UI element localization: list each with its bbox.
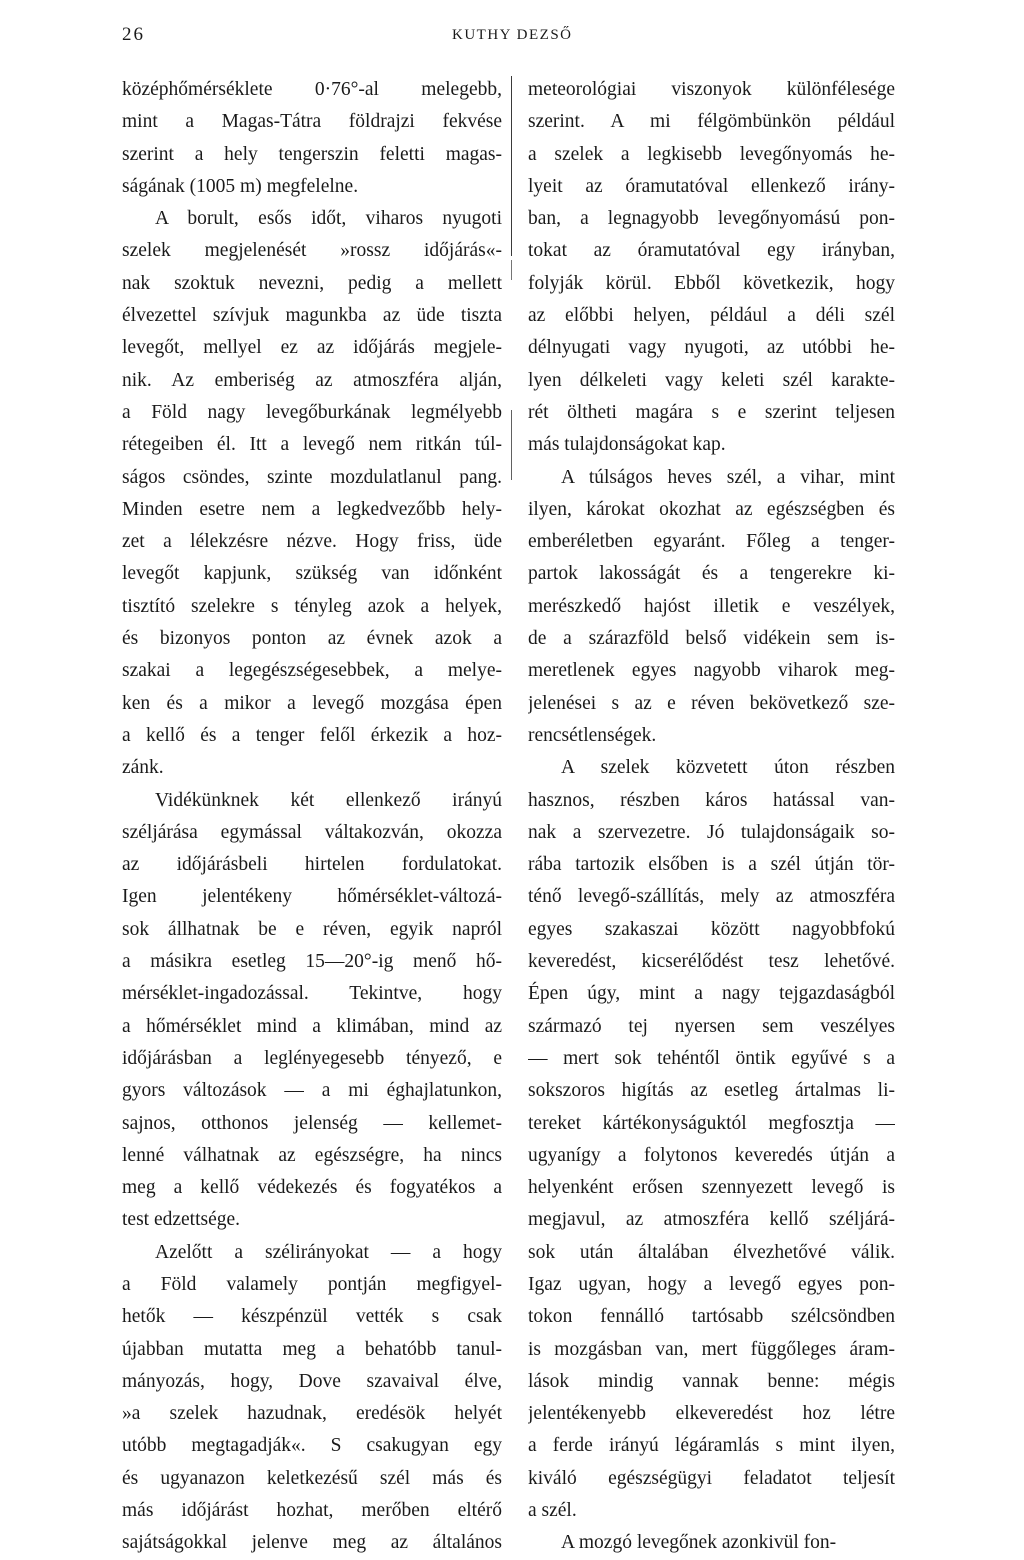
text-line: emberéletben egyaránt. Főleg a tenger- — [528, 531, 895, 553]
text-line: tisztító szelekre s tényleg azok a helyek, — [122, 595, 502, 617]
left-column — [122, 74, 502, 1560]
text-line: származó tej nyersen sem veszélyes — [528, 1015, 895, 1037]
text-line: nak a szervezetre. Jó tulajdonságaik so- — [528, 821, 895, 843]
text-line: megjavul, az atmoszféra kellő széljárá- — [528, 1209, 895, 1231]
page-number: 26 — [122, 24, 145, 45]
text-line: ugyanígy a folytonos keveredés útján a — [528, 1144, 895, 1166]
text-line: A túlságos heves szél, a vihar, mint — [561, 466, 895, 488]
text-line: és bizonyos ponton az évnek azok a — [122, 628, 502, 650]
text-line: sok állhatnak be e réven, egyik napról — [122, 918, 502, 940]
text-line: szelek megjelenését »rossz időjárás«- — [122, 240, 502, 262]
text-line: meretlenek egyes nagyobb viharok meg- — [528, 660, 895, 682]
text-line: Igaz ugyan, hogy a levegő egyes pon- — [528, 1273, 895, 1295]
text-line: szerint. A mi félgömbünkön például — [528, 111, 895, 133]
text-line: mérséklet-ingadozással. Tekintve, hogy — [122, 983, 502, 1005]
running-head: KUTHY DEZSŐ — [452, 27, 573, 43]
text-line: ságának (1005 m) megfelelne. — [122, 175, 359, 197]
text-line: sokszoros higítás az esetleg ártalmas li- — [528, 1080, 895, 1102]
text-line: lenné válhatnak az egészségre, ha nincs — [122, 1144, 502, 1166]
text-line: lások mindig vannak benne: mégis — [528, 1370, 895, 1392]
text-line: keveredést, kicserélődést tesz lehetővé. — [528, 951, 895, 973]
text-line: tereket kártékonyságuktól megfosztja — — [528, 1112, 895, 1134]
text-line: meg a kellő védekezés és fogyatékos a — [122, 1177, 502, 1199]
text-line: hasznos, részben káros hatással van- — [528, 789, 895, 811]
text-line: egyes szakaszai között nagyobbfokú — [528, 918, 895, 940]
text-line: A borult, esős időt, viharos nyugoti — [155, 208, 502, 230]
text-line: délnyugati vagy nyugoti, az utóbbi he- — [528, 337, 895, 359]
text-line: »a szelek hazudnak, eredésök helyét — [122, 1403, 502, 1425]
text-line: szerint a hely tengerszin feletti magas- — [122, 143, 502, 165]
text-line: mint a Magas-Tátra földrajzi fekvése — [122, 111, 502, 133]
text-line: ténő levegő-szállítás, mely az atmoszféra — [528, 886, 895, 908]
text-line: A mozgó levegőnek azonkivül fon- — [561, 1532, 837, 1554]
right-column — [528, 74, 895, 1560]
text-line: a Föld valamely pontján megfigyel- — [122, 1273, 502, 1295]
text-line: más tulajdonságokat kap. — [528, 434, 726, 456]
text-line: élvezettel szívjuk magunkba az üde tiszta — [122, 305, 502, 327]
text-line: Azelőtt a szélirányokat — a hogy — [155, 1241, 502, 1263]
text-line: folyják körül. Ebből következik, hogy — [528, 272, 895, 294]
text-line: széljárása egymással váltakozván, okozza — [122, 821, 502, 843]
text-line: újabban mutatta meg a behatóbb tanul- — [122, 1338, 502, 1360]
text-line: partok lakosságát és a tengerekre ki- — [528, 563, 895, 585]
column-rule — [511, 260, 512, 280]
text-line: a kellő és a tenger felől érkezik a hoz- — [122, 724, 502, 746]
text-line: más időjárást hozhat, merőben eltérő — [122, 1500, 502, 1522]
text-line: szakai a legegészségesebbek, a melye- — [122, 660, 502, 682]
text-line: helyenként erősen szennyezett levegő is — [528, 1177, 895, 1199]
text-line: nik. Az emberiség az atmoszféra alján, — [122, 369, 502, 391]
text-line: rencsétlenségek. — [528, 724, 657, 746]
text-line: lyen délkeleti vagy keleti szél karakte- — [528, 369, 895, 391]
text-line: az időjárásbeli hirtelen fordulatokat. — [122, 854, 502, 876]
text-line: zánk. — [122, 757, 164, 779]
text-line: tokat az óramutatóval egy irányban, — [528, 240, 895, 262]
text-line: Épen úgy, mint a nagy tejgazdaságból — [528, 983, 895, 1005]
text-line: meteorológiai viszonyok különfélesége — [528, 79, 895, 100]
text-line: sajnos, otthonos jelenség — kellemet- — [122, 1112, 502, 1134]
text-line: ken és a mikor a levegő mozgása épen — [122, 692, 502, 714]
text-line: jelentékenyebb elkeveredést hoz létre — [528, 1403, 895, 1425]
text-line: a szelek a legkisebb levegőnyomás he- — [528, 143, 895, 165]
text-line: nak szoktuk nevezni, pedig a mellett — [122, 272, 502, 294]
text-line: levegőt kapjunk, szükség van időnként — [122, 563, 502, 585]
text-line: Vidékünknek két ellenkező irányú — [155, 789, 502, 811]
column-rule — [511, 410, 512, 480]
text-line: ilyen, károkat okozhat az egészségben és — [528, 498, 895, 520]
text-line: zet a lélekzésre nézve. Hogy friss, üde — [122, 531, 502, 553]
text-line: rába tartozik elsőben is a szél útján tör- — [528, 854, 895, 876]
text-line: kiváló egészségügyi feladatot teljesít — [528, 1467, 895, 1489]
text-line: rét öltheti magára s e szerint teljesen — [528, 401, 895, 423]
text-line: ban, a legnagyobb levegőnyomású pon- — [528, 208, 895, 230]
text-line: gyors változások — a mi éghajlatunkon, — [122, 1080, 502, 1102]
text-line: test edzettsége. — [122, 1209, 241, 1231]
text-line: — mert sok tehéntől öntik egyűvé s a — [528, 1047, 895, 1069]
text-line: is mozgásban van, mert függőleges áram- — [528, 1338, 895, 1360]
text-line: a szél. — [528, 1500, 577, 1522]
text-line: és ugyanazon keletkezésű szél más és — [122, 1467, 502, 1489]
text-line: sok után általában élvezhetővé válik. — [528, 1241, 895, 1263]
text-line: Igen jelentékeny hőmérséklet-változá- — [122, 886, 502, 908]
text-line: a Föld nagy levegőburkának legmélyebb — [122, 401, 502, 423]
text-line: levegőt, mellyel ez az időjárás megjele- — [122, 337, 502, 359]
text-line: középhőmérséklete 0·76°-al melegebb, — [122, 79, 502, 100]
text-line: az előbbi helyen, például a déli szél — [528, 305, 895, 327]
text-line: tokon fennálló tartósabb szélcsöndben — [528, 1306, 895, 1328]
text-line: időjárásban a leglényegesebb tényező, e — [122, 1047, 502, 1069]
text-line: Minden esetre nem a legkedvezőbb hely- — [122, 498, 502, 520]
text-line: jelenései s az e réven bekövetkező sze- — [528, 692, 895, 714]
text-line: de a szárazföld belső vidékein sem is- — [528, 628, 895, 650]
text-line: mányozás, hogy, Dove szavaival élve, — [122, 1370, 502, 1392]
text-line: utóbb megtagadják«. S csakugyan egy — [122, 1435, 502, 1457]
text-line: A szelek közvetett úton részben — [561, 757, 895, 779]
text-line: rétegeiben él. Itt a levegő nem ritkán túl- — [122, 434, 502, 456]
text-line: sajátságokkal jelenve meg az általános — [122, 1532, 502, 1554]
text-line: a hőmérséklet mind a klimában, mind az — [122, 1015, 502, 1037]
column-rule — [511, 76, 512, 256]
text-line: lyeit az óramutatóval ellenkező irány- — [528, 175, 895, 197]
text-line: a másikra esetleg 15—20°-ig menő hő- — [122, 951, 502, 973]
text-line: a ferde irányú légáramlás s mint ilyen, — [528, 1435, 895, 1457]
text-line: hetők — készpénzül vették s csak — [122, 1306, 502, 1328]
text-line: ságos csöndes, szinte mozdulatlanul pang. — [122, 466, 502, 488]
text-line: merészkedő hajóst illetik e veszélyek, — [528, 595, 895, 617]
